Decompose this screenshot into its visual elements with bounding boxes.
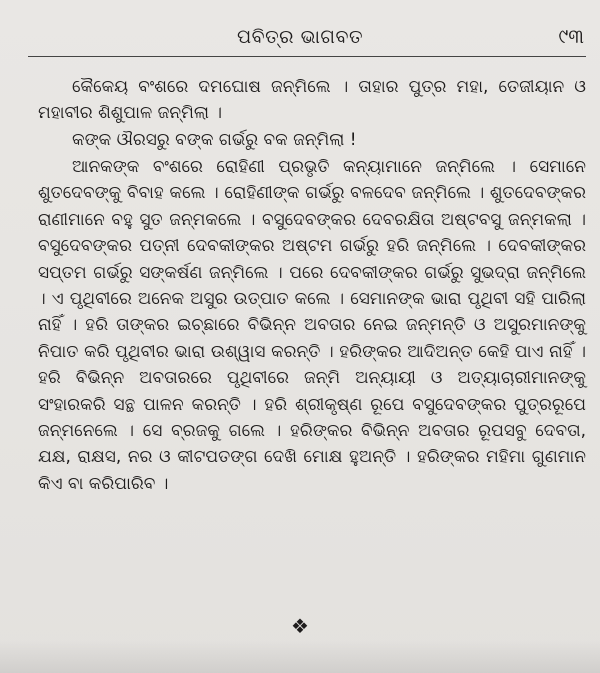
header-divider <box>28 56 586 57</box>
running-title: ପବିତ୍ର ଭାଗବତ <box>236 26 364 48</box>
paragraph-1: କୈକେୟ ବଂଶରେ ଦମଘୋଷ ଜନ୍ମିଲେ । ତାହାର ପୁତ୍ର ମହା, ତେଜୀୟାନ ଓ ମହାବୀର ଶିଶୁପାଳ ଜନ୍ମିଲା । <box>38 77 586 124</box>
end-ornament-icon: ❖ <box>291 614 309 638</box>
paragraph-3: ଆନକଙ୍କ ବଂଶରେ ରୋହିଣୀ ପ୍ରଭୃତି କନ୍ୟାମାନେ ଜନ୍ମିଲେ । ସେମାନେ ଶୁତଦେବଙ୍କୁ ବିବାହ କଲେ । ରୋହିଣୀଙ୍କ ଗର୍ଭରୁ ବଳଦେବ ଜନ୍ମିଲେ । ଶୁତଦେବଙ୍କର ରାଣୀମାନେ ବହୁ ସୁତ ଜନ୍ମକଲେ । ବସୁଦେବଙ୍କର ଦେବରକ୍ଷିତା ଅଷ୍ଟବସୁ ଜନ୍ମକଲା । ବସୁଦେବଙ୍କର ପତ୍ନୀ ଦେବକୀଙ୍କର ଅଷ୍ଟମ ଗର୍ଭରୁ ହରି ଜନ୍ମିଲେ । ଦେବକୀଙ୍କର ସପ୍ତମ ଗର୍ଭରୁ ସଙ୍କର୍ଷଣ ଜନ୍ମିଲେ । ପରେ ଦେବକୀଙ୍କର ଗର୍ଭରୁ ସୁଭଦ୍ରା ଜନ୍ମିଲେ । ଏ ପୃଥିବୀରେ ଅନେକ ଅସୁର ଉତ୍ପାତ କଲେ । ସେମାନଙ୍କ ଭାରା ପୃଥିବୀ ସହି ପାରିଲା ନାହିଁ । ହରି ତାଙ୍କର ଇଚ୍ଛାରେ ବିଭିନ୍ନ ଅବତାର ନେଇ ଜନ୍ମନ୍ତି ଓ ଅସୁରମାନଙ୍କୁ ନିପାତ କରି ପୃଥିବୀର ଭାରା ଉଶ୍ୱାସ କରନ୍ତି । ହରିଙ୍କର ଆଦିଅନ୍ତ କେହି ପାଏ ନାହିଁ । ହରି ବିଭିନ୍ନ ଅବତାରରେ ପୃଥିବୀରେ ଜନ୍ମି ଅନ୍ୟାୟୀ ଓ ଅତ୍ୟାଚାରୀମାନଙ୍କୁ ସଂହାରକରି ସନ୍ଥ ପାଳନ କରନ୍ତି । ହରି ଶ୍ରୀକୃଷ୍ଣ ରୂପେ ବସୁଦେବଙ୍କର ପୁତ୍ରରୂପେ ଜନ୍ମନେଲେ । ସେ ବ୍ରଜକୁ ଗଲେ । ହରିଙ୍କର ବିଭିନ୍ନ ଅବତାର ରୂପସବୁ ଦେବତା, ଯକ୍ଷ, ରାକ୍ଷସ, ନର ଓ କୀଟପତଙ୍ଗ ଦେଖି ମୋକ୍ଷ ହୁଅନ୍ତି । ହରିଙ୍କର ମହିମା ଗୁଣମାନ କିଏ ବା କରିପାରିବ । <box>38 157 586 494</box>
body-text <box>38 74 586 498</box>
paragraph-2: କଙ୍କ ଔରସରୁ ବଙ୍କ ଗର୍ଭରୁ ବକ ଜନ୍ମିଲା ! <box>72 130 357 151</box>
bleed-through-shadow <box>0 640 600 673</box>
page-header <box>0 0 600 56</box>
page-number: ୯୩ <box>558 24 584 48</box>
